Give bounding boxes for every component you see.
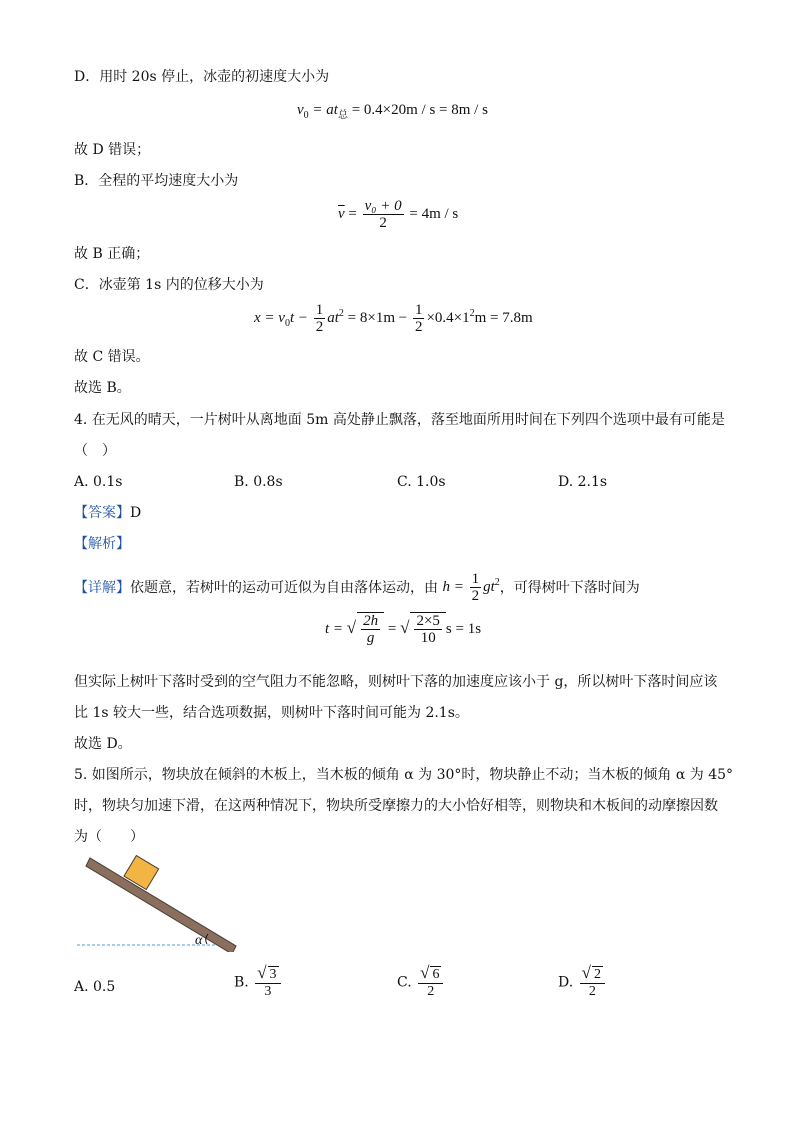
frac-num: √ 6 [418,965,443,984]
frac-den: 2 [379,215,387,231]
frac-num: 2×5 [416,613,440,629]
q4-option-d[interactable]: D. 2.1s [558,474,608,490]
frac-num: √ 3 [255,965,280,984]
q5-stem-2: 时，物块匀加速下滑，在这两种情况下，物块所受摩擦力的大小恰好相等，则物块和木板间的动摩擦因数 [74,798,718,814]
sec-b-equation: $\overline{v}$ = $\frac{\text{v₀ + 0}}{2}$ = 4m / s [338,198,459,231]
eq-sub-total: 总 [337,110,348,121]
sec-d-equation [297,102,488,121]
sec-b-conclusion: 故 B 正确； [74,246,150,262]
sec-d-title: D．用时 20s 停止，冰壶的初速度大小为 [74,69,330,85]
frac-num: 1 [315,302,324,318]
frac-den: 10 [420,630,436,646]
eq-p3: at [327,309,339,326]
wooden-board [86,858,236,952]
frac-den: 2 [427,984,435,999]
eq-frac-2 [414,613,441,646]
frac-num: 1 [471,571,480,587]
q4-detail [74,572,640,605]
eq-equals: = [384,620,401,637]
answer-tag: 【答案】 [74,505,130,521]
eq-sup: 2 [469,307,475,319]
q4-option-a[interactable]: A. 0.1s [74,474,123,490]
sqrt-icon: √ [420,963,430,982]
frac-num: 1 [414,302,423,318]
eq-vbar: $\overline{v}$ [338,205,345,222]
q5-option-d[interactable] [558,965,607,1000]
eq-t: t = [325,620,347,637]
frac-den: 3 [264,984,272,999]
eq-sub: 0 [303,110,309,121]
option-fraction [255,965,280,1000]
q5-stem-1: 5. 如图所示，物块放在倾斜的木板上，当木板的倾角 α 为 30°时，物块静止不动；当木板的倾角 α 为 45° [74,767,734,783]
q4-para-2: 比 1s 较大一些，结合选项数据，则树叶下落时间可能为 2.1s。 [74,705,469,721]
sec-d-conclusion: 故 D 错误； [74,142,151,158]
q4-option-b[interactable]: B. 0.8s [234,474,283,490]
frac-den: 2 [414,319,423,335]
detail-text: 依题意，若树叶的运动可近似为自由落体运动，由 [130,579,438,596]
answer-value: D [130,505,142,521]
eq-at: = at [308,102,338,118]
q4-paren: （ ） [74,443,116,459]
q4-option-c[interactable]: C. 1.0s [397,474,446,490]
eq-half [314,302,326,335]
eq-h: h = [442,578,468,595]
sec-c-equation [254,302,533,335]
eq-gt: gt [483,578,495,595]
eq-v0: v [297,102,304,118]
eq-fraction [363,198,404,231]
q4-answer-final: 故选 D。 [74,736,132,752]
q4-stem: 4. 在无风的晴天，一片树叶从离地面 5m 高处静止飘落，落至地面所用时间在下列四个选项中最有可能是 [74,412,725,428]
frac-den: 2 [471,588,480,604]
frac-den: 2 [315,319,324,335]
sec-c-answer: 故选 B。 [74,380,131,396]
eq-rhs: s = 1s [445,620,482,637]
analysis-tag: 【解析】 [74,536,130,552]
eq-half [470,571,482,604]
eq-rhs: = 4m / s [405,205,459,222]
eq-sub: 0 [284,317,290,329]
eq-p2: t − [289,309,312,326]
sec-b-title: B．全程的平均速度大小为 [74,173,239,189]
q5-option-a[interactable]: A. 0.5 [74,979,116,995]
option-fraction [418,965,443,1000]
frac-den: 2 [588,984,596,999]
eq-sup: 2 [338,307,344,319]
option-label: D. [558,974,574,991]
q5-option-c[interactable] [397,965,445,1000]
q4-para-1: 但实际上树叶下落时受到的空气阻力不能忽略，则树叶下落的加速度应该小于 g，所以树叶下落时间应该 [74,674,718,690]
eq-p6: m = 7.8m [474,309,533,326]
eq-p5: ×0.4×1 [426,309,470,326]
eq-half-2 [413,302,425,335]
sqrt-icon: √ [346,617,357,637]
eq-sup: 2 [494,576,500,588]
option-label: C. [397,974,412,991]
q5-stem-3: 为（ ） [74,829,144,845]
incline-diagram [74,852,246,952]
t-equation [325,612,481,646]
q5-option-b[interactable] [234,965,283,1000]
detail-text-2: ，可得树叶下落时间为 [499,579,640,596]
eq-rhs: = 0.4×20m / s = 8m / s [347,102,488,118]
option-fraction [580,965,605,1000]
sqrt-icon: √ [400,617,410,637]
eq-frac-1 [361,613,380,646]
q4-analysis-tag [74,534,130,554]
sqrt-icon: √ [257,963,267,982]
frac-num: √ 2 [580,965,605,984]
option-label: B. [234,974,249,991]
detail-tag: 【详解】 [74,579,130,596]
frac-num: 2h [363,613,379,629]
eq-p4: = 8×1m − [343,309,411,326]
sec-c-conclusion: 故 C 错误。 [74,349,150,365]
eq-p1: x = v [254,309,285,326]
sec-c-title: C．冰壶第 1s 内的位移大小为 [74,277,264,293]
q4-answer [74,503,141,523]
sqrt-icon: √ [581,963,591,982]
frac-den: g [366,630,375,646]
frac-num: v₀ + 0 [364,198,402,214]
h-equation [442,571,500,604]
angle-label: α [195,933,203,948]
